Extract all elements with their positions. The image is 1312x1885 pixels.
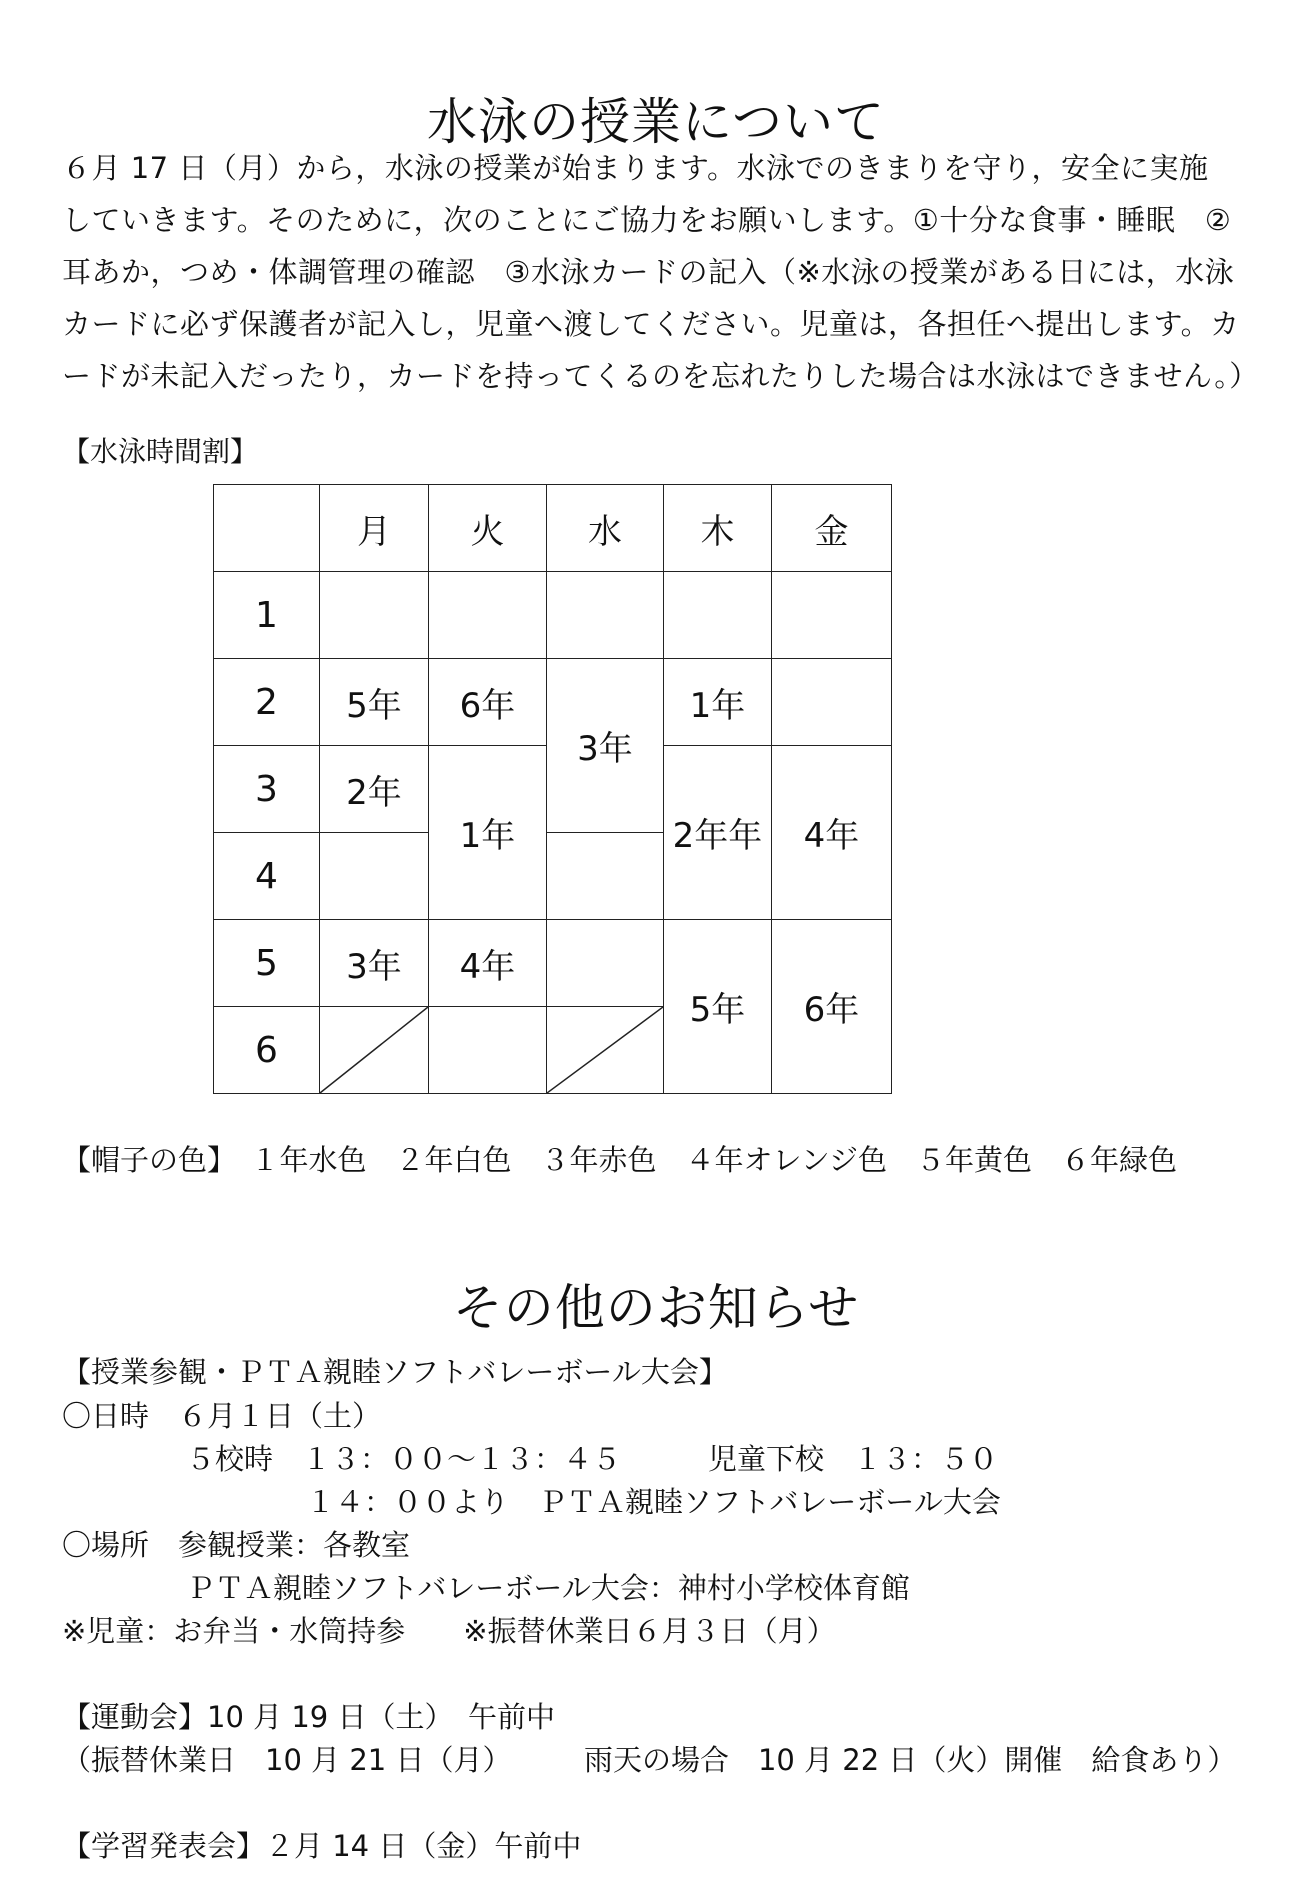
sports-day-line: 【運動会】10 月 19 日（土） 午前中 [62,1700,555,1734]
swim-intro-paragraph [62,142,1262,402]
notes-line: ※児童：お弁当・水筒持参 ※振替休業日６月３日（月） [62,1614,836,1648]
timetable-row [214,572,892,659]
timetable-cell [429,572,547,659]
timetable-cell [429,1007,547,1094]
timetable-header-row [214,485,892,572]
timetable-row [214,920,892,1007]
period-label: 5 [214,920,320,1007]
crossed-out-cell [547,1007,664,1094]
place-line: 〇場所 参観授業：各教室 [62,1528,411,1562]
day-header: 火 [429,485,547,572]
timetable-cell [547,572,664,659]
timetable-cell: 2年年 [664,746,772,920]
cap-colors: 【帽子の色】 １年水色 ２年白色 ３年赤色 ４年オレンジ色 ５年黄色 ６年緑色 [62,1143,1178,1177]
period-label: 2 [214,659,320,746]
timetable-cell [547,920,664,1007]
corner-cell [214,485,320,572]
timetable-cell: 3年 [320,920,429,1007]
timetable-cell: 1年 [664,659,772,746]
intro-line: ードが未記入だったり，カードを持ってくるのを忘れたりした場合は水泳はできません。） [62,359,1259,393]
timetable-cell: 6年 [429,659,547,746]
timetable-label: 【水泳時間割】 [62,435,259,468]
intro-line: 耳あか，つめ・体調管理の確認 ③水泳カードの記入（※水泳の授業がある日には，水泳 [62,255,1235,289]
day-header: 水 [547,485,664,572]
period-label: 1 [214,572,320,659]
timetable-cell: 5年 [664,920,772,1094]
intro-line: ６月 17 日（月）から，水泳の授業が始まります。水泳でのきまりを守り，安全に実施 [62,151,1209,185]
day-header: 金 [772,485,892,572]
intro-line: カードに必ず保護者が記入し，児童へ渡してください。児童は，各担任へ提出します。カ [62,307,1240,341]
sports-day-detail: （振替休業日 10 月 21 日（月） 雨天の場合 10 月 22 日（火）開催 給食あり） [62,1743,1237,1777]
diagonal-slash [547,1007,663,1093]
period-label: 4 [214,833,320,920]
timetable-cell: 4年 [772,746,892,920]
period-label: 6 [214,1007,320,1094]
day-header: 木 [664,485,772,572]
timetable-cell: 3年 [547,659,664,833]
timetable-cell: 1年 [429,746,547,920]
open-class-heading: 【授業参観・ＰＴＡ親睦ソフトバレーボール大会】 [62,1355,728,1389]
timetable-cell [772,659,892,746]
timetable-cell: 4年 [429,920,547,1007]
timetable-cell [320,572,429,659]
place-line: ＰＴＡ親睦ソフトバレーボール大会：神村小学校体育館 [186,1571,910,1605]
swim-lesson-title: 水泳の授業について [427,93,885,151]
timetable-cell [772,572,892,659]
timetable-cell [664,572,772,659]
timetable-cell: 5年 [320,659,429,746]
timetable-row [214,659,892,746]
diagonal-slash [320,1007,428,1093]
date-line: 〇日時 ６月１日（土） [62,1399,382,1433]
schedule-line: ５校時 １３：００～１３：４５ 児童下校 １３：５０ [186,1442,999,1476]
crossed-out-cell [320,1007,429,1094]
timetable-cell: 6年 [772,920,892,1094]
swim-timetable [213,484,892,1094]
schedule-line: １４：００より ＰＴＡ親睦ソフトバレーボール大会 [306,1485,1001,1519]
intro-line: していきます。そのために，次のことにご協力をお願いします。①十分な食事・睡眠 ② [62,203,1232,237]
timetable-cell [547,833,664,920]
presentation-day-line: 【学習発表会】２月 14 日（金）午前中 [62,1829,582,1863]
day-header: 月 [320,485,429,572]
other-notices-title: その他のお知らせ [452,1279,860,1337]
period-label: 3 [214,746,320,833]
timetable-cell [320,833,429,920]
timetable-cell: 2年 [320,746,429,833]
